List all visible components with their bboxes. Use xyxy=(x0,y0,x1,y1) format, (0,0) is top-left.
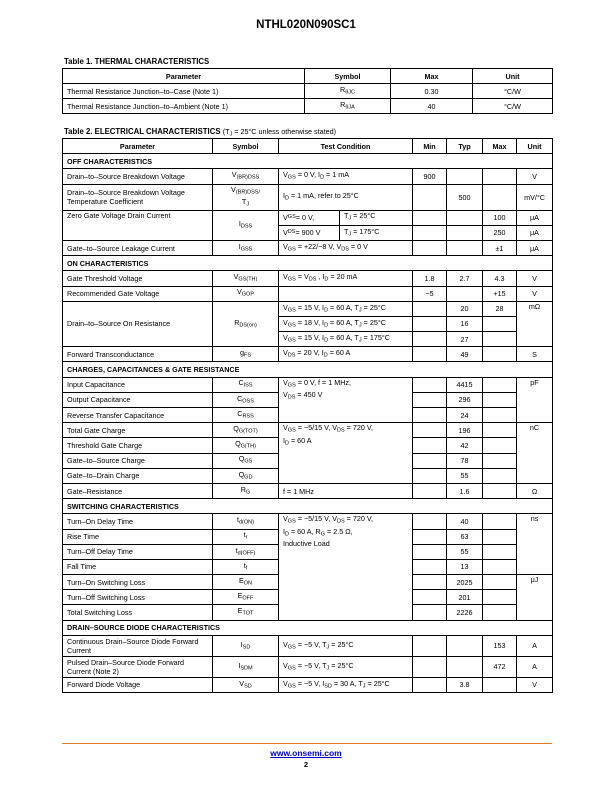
cell-max xyxy=(483,408,517,423)
cell-symbol: $t_r$ xyxy=(213,529,279,544)
section-row xyxy=(63,499,553,514)
cell-min xyxy=(413,514,447,529)
cell-min xyxy=(413,316,447,331)
cell-max xyxy=(483,423,517,438)
cell-min xyxy=(413,377,447,392)
cell-symbol: $C_{ISS}$ xyxy=(213,377,279,392)
cell-parameter: Total Switching Loss xyxy=(63,605,213,620)
cell-parameter: Gate–to–Source Charge xyxy=(63,453,213,468)
cell-unit: V xyxy=(517,677,553,692)
cell-typ: 78 xyxy=(447,453,483,468)
cell-min xyxy=(413,408,447,423)
cell-parameter: Threshold Gate Charge xyxy=(63,438,213,453)
page-number: 2 xyxy=(303,760,309,769)
cell-symbol: $V_{GS(TH)}$ xyxy=(213,271,279,286)
col-header: Typ xyxy=(447,139,483,154)
cell-min xyxy=(413,605,447,620)
table-row xyxy=(63,286,553,301)
cell-max xyxy=(483,453,517,468)
cell-unit: μA xyxy=(517,225,553,240)
cell-min: −5 xyxy=(413,286,447,301)
cell-parameter: Thermal Resistance Junction–to–Ambient (Note 1) xyxy=(63,99,305,114)
cell-parameter: Total Gate Charge xyxy=(63,423,213,438)
cell-typ xyxy=(447,240,483,255)
cell-symbol: $C_{RSS}$ xyxy=(213,408,279,423)
table-row xyxy=(63,184,553,210)
table-row xyxy=(63,423,553,438)
table-row xyxy=(63,301,553,316)
cell-symbol: $V_{SD}$ xyxy=(213,677,279,692)
section-title: OFF CHARACTERISTICS xyxy=(63,154,553,169)
cell-min xyxy=(413,453,447,468)
section-title: DRAIN–SOURCE DIODE CHARACTERISTICS xyxy=(63,620,553,635)
cell-condition: $V_{GS} = -5/15$ V, $V_{DS} = 720$ V, $I_D = 60$ A xyxy=(279,423,413,484)
cell-symbol: $t_{d(ON)}$ xyxy=(213,514,279,529)
cell-parameter: Gate–Resistance xyxy=(63,483,213,498)
cell-symbol: $g_{FS}$ xyxy=(213,347,279,362)
col-header: Max xyxy=(391,69,473,84)
cell-typ xyxy=(447,169,483,184)
table-row xyxy=(63,271,553,286)
cell-typ: 42 xyxy=(447,438,483,453)
cell-min xyxy=(413,575,447,590)
col-header: Unit xyxy=(473,69,553,84)
cell-symbol: $Q_{G(TH)}$ xyxy=(213,438,279,453)
col-header: Parameter xyxy=(63,139,213,154)
cell-typ: 500 xyxy=(447,184,483,210)
cell-typ: 2.7 xyxy=(447,271,483,286)
cell-max xyxy=(483,438,517,453)
cell-max: +15 xyxy=(483,286,517,301)
table-header-row xyxy=(63,69,553,84)
cell-max xyxy=(483,544,517,559)
cell-max: 100 xyxy=(483,210,517,225)
table-row xyxy=(63,99,553,114)
cell-condition: $V_{GS} = 0$ V, $I_D = 1$ mA xyxy=(279,169,413,184)
cell-typ: 1.6 xyxy=(447,483,483,498)
cell-max: 28 xyxy=(483,301,517,316)
cell-condition: $V_{GS} = 0$ V, f = 1 MHz, $V_{DS} = 450$ V xyxy=(279,377,413,423)
cell-parameter: Gate Threshold Voltage xyxy=(63,271,213,286)
cell-typ xyxy=(447,656,483,677)
cell-min xyxy=(413,468,447,483)
section-title: SWITCHING CHARACTERISTICS xyxy=(63,499,553,514)
cell-min xyxy=(413,332,447,347)
table-row xyxy=(63,656,553,677)
cell-unit: S xyxy=(517,347,553,362)
cell-parameter: Input Capacitance xyxy=(63,377,213,392)
cell-typ: 55 xyxy=(447,468,483,483)
cell-max: 0.30 xyxy=(391,84,473,99)
cell-typ: 196 xyxy=(447,423,483,438)
cell-parameter: Continuous Drain–Source Diode Forward Current xyxy=(63,635,213,656)
cell-typ xyxy=(447,286,483,301)
cell-typ xyxy=(447,225,483,240)
cell-unit: mΩ xyxy=(517,301,553,347)
cell-typ: 4415 xyxy=(447,377,483,392)
cell-max xyxy=(483,483,517,498)
cell-condition xyxy=(279,286,413,301)
cell-typ: 55 xyxy=(447,544,483,559)
cell-unit: μA xyxy=(517,210,553,225)
electrical-table xyxy=(62,138,553,693)
cell-max: 153 xyxy=(483,635,517,656)
table-row xyxy=(63,169,553,184)
section-title: CHARGES, CAPACITANCES & GATE RESISTANCE xyxy=(63,362,553,377)
cell-condition: $V_{DS} = 20$ V, $I_D = 60$ A xyxy=(279,347,413,362)
cell-min xyxy=(413,544,447,559)
cell-typ: 2226 xyxy=(447,605,483,620)
cell-parameter: Forward Transconductance xyxy=(63,347,213,362)
cell-typ: 2025 xyxy=(447,575,483,590)
cell-symbol: $V_{GOP}$ xyxy=(213,286,279,301)
cell-condition: $V_{GS} = -5$ V, $I_{SD} = 30$ A, $T_J = 25^\circ C$ xyxy=(279,677,413,692)
cell-parameter: Pulsed Drain–Source Diode Forward Current (Note 2) xyxy=(63,656,213,677)
cell-condition: V GS = 0 V, $T_J = 25^\circ C$ xyxy=(279,210,413,225)
cell-max: 4.3 xyxy=(483,271,517,286)
col-header: Symbol xyxy=(305,69,391,84)
cell-max xyxy=(483,332,517,347)
cell-max xyxy=(483,575,517,590)
footer-divider xyxy=(62,743,552,744)
cell-min xyxy=(413,559,447,574)
cell-min xyxy=(413,590,447,605)
cell-condition: f = 1 MHz xyxy=(279,483,413,498)
section-title: ON CHARACTERISTICS xyxy=(63,256,553,271)
cell-symbol: $Q_{GS}$ xyxy=(213,453,279,468)
cell-unit: mV/°C xyxy=(517,184,553,210)
cell-symbol: $I_{GSS}$ xyxy=(213,240,279,255)
cell-symbol: $C_{OSS}$ xyxy=(213,392,279,407)
section-row xyxy=(63,154,553,169)
cell-unit: V xyxy=(517,286,553,301)
table-row xyxy=(63,240,553,255)
cell-condition: $V_{GS} = 15$ V, $I_D = 60$ A, $T_J = 25^\circ C$ xyxy=(279,301,413,316)
table1-title: Table 1. THERMAL CHARACTERISTICS xyxy=(64,57,210,66)
cell-symbol: $Q_{G(TOT)}$ xyxy=(213,423,279,438)
cell-parameter: Turn–On Delay Time xyxy=(63,514,213,529)
cell-min: 900 xyxy=(413,169,447,184)
table-row xyxy=(63,635,553,656)
cell-parameter: Thermal Resistance Junction–to–Case (Note 1) xyxy=(63,84,305,99)
table-row xyxy=(63,210,553,225)
cell-min: 1.8 xyxy=(413,271,447,286)
cell-typ: 49 xyxy=(447,347,483,362)
footer-link[interactable]: www.onsemi.com xyxy=(270,748,342,758)
cell-typ: 40 xyxy=(447,514,483,529)
cell-symbol: $I_{DSS}$ xyxy=(213,210,279,240)
cell-min xyxy=(413,483,447,498)
cell-parameter: Turn–Off Delay Time xyxy=(63,544,213,559)
cell-typ: 63 xyxy=(447,529,483,544)
cell-condition: $V_{GS} = 15$ V, $I_D = 60$ A, $T_J = 175^\circ C$ xyxy=(279,332,413,347)
section-row xyxy=(63,256,553,271)
cell-symbol: $R_{\theta JA}$ xyxy=(305,99,391,114)
cell-parameter: Drain–to–Source Breakdown Voltage Temperature Coefficient xyxy=(63,184,213,210)
cell-condition: $I_D = 1$ mA, refer to 25°C xyxy=(279,184,413,210)
cell-max: 40 xyxy=(391,99,473,114)
table-header-row xyxy=(63,139,553,154)
thermal-table xyxy=(62,68,553,114)
cell-condition: $V_{GS} = -5$ V, $T_J = 25^\circ C$ xyxy=(279,635,413,656)
cell-max xyxy=(483,605,517,620)
col-header: Max xyxy=(483,139,517,154)
cell-min xyxy=(413,240,447,255)
col-header: Unit xyxy=(517,139,553,154)
cell-symbol: $R_G$ xyxy=(213,483,279,498)
cell-max: 472 xyxy=(483,656,517,677)
col-header: Test Condition xyxy=(279,139,413,154)
cell-typ xyxy=(447,635,483,656)
cell-typ: 13 xyxy=(447,559,483,574)
cell-condition: $V_{GS} = -5/15$ V, $V_{DS} = 720$ V, $I_D = 60$ A, $R_G = 2.5$ Ω, Inductive Load xyxy=(279,514,413,620)
cell-min xyxy=(413,392,447,407)
cell-symbol: $Q_{GD}$ xyxy=(213,468,279,483)
page-header: NTHL020N090SC1 xyxy=(256,19,356,31)
cell-unit: Ω xyxy=(517,483,553,498)
col-header: Symbol xyxy=(213,139,279,154)
cell-condition: $V_{GS} = -5$ V, $T_J = 25^\circ C$ xyxy=(279,656,413,677)
cell-min xyxy=(413,635,447,656)
cell-symbol: $E_{TOT}$ xyxy=(213,605,279,620)
section-row xyxy=(63,620,553,635)
cell-parameter: Drain–to–Source Breakdown Voltage xyxy=(63,169,213,184)
cell-unit: °C/W xyxy=(473,99,553,114)
col-header: Parameter xyxy=(63,69,305,84)
cell-parameter: Output Capacitance xyxy=(63,392,213,407)
cell-typ: 296 xyxy=(447,392,483,407)
table-row xyxy=(63,377,553,392)
cell-condition: $V_{GS} = +22/-8$ V, $V_{DS} = 0$ V xyxy=(279,240,413,255)
cell-max xyxy=(483,468,517,483)
cell-min xyxy=(413,438,447,453)
cell-unit: °C/W xyxy=(473,84,553,99)
table-row xyxy=(63,514,553,529)
cell-symbol: $t_{d(OFF)}$ xyxy=(213,544,279,559)
cell-symbol: $I_{SDM}$ xyxy=(213,656,279,677)
cell-max xyxy=(483,590,517,605)
cell-parameter: Drain–to–Source On Resistance xyxy=(63,301,213,347)
cell-max xyxy=(483,169,517,184)
col-header: Min xyxy=(413,139,447,154)
cell-symbol: $E_{OFF}$ xyxy=(213,590,279,605)
cell-typ: 27 xyxy=(447,332,483,347)
cell-unit: nC xyxy=(517,423,553,484)
cell-symbol: $E_{ON}$ xyxy=(213,575,279,590)
cell-condition: $V_{GS} = 18$ V, $I_D = 60$ A, $T_J = 25^\circ C$ xyxy=(279,316,413,331)
cell-symbol: $V_{(BR)DSS}$ xyxy=(213,169,279,184)
cell-min xyxy=(413,423,447,438)
table-row xyxy=(63,347,553,362)
cell-max xyxy=(483,529,517,544)
cell-typ: 16 xyxy=(447,316,483,331)
cell-unit: A xyxy=(517,635,553,656)
cell-parameter: Gate–to–Drain Charge xyxy=(63,468,213,483)
cell-parameter: Reverse Transfer Capacitance xyxy=(63,408,213,423)
cell-typ: 24 xyxy=(447,408,483,423)
cell-max xyxy=(483,514,517,529)
cell-symbol: $R_{DS(on)}$ xyxy=(213,301,279,347)
cell-parameter: Zero Gate Voltage Drain Current xyxy=(63,210,213,240)
cell-parameter: Turn–Off Switching Loss xyxy=(63,590,213,605)
cell-symbol: $R_{\theta JC}$ xyxy=(305,84,391,99)
cell-unit: μJ xyxy=(517,575,553,621)
cell-min xyxy=(413,656,447,677)
cell-unit: A xyxy=(517,656,553,677)
cell-condition: V DS = 900 V $T_J = 175^\circ C$ xyxy=(279,225,413,240)
cell-max: 250 xyxy=(483,225,517,240)
cell-min xyxy=(413,184,447,210)
cell-typ: 201 xyxy=(447,590,483,605)
cell-min xyxy=(413,301,447,316)
table-row xyxy=(63,483,553,498)
table-row xyxy=(63,677,553,692)
cell-max xyxy=(483,347,517,362)
cell-unit: pF xyxy=(517,377,553,423)
cell-unit: V xyxy=(517,271,553,286)
cell-max xyxy=(483,377,517,392)
cell-typ: 20 xyxy=(447,301,483,316)
cell-typ xyxy=(447,210,483,225)
cell-parameter: Rise Time xyxy=(63,529,213,544)
cell-parameter: Gate–to–Source Leakage Current xyxy=(63,240,213,255)
cell-parameter: Turn–On Switching Loss xyxy=(63,575,213,590)
cell-min xyxy=(413,210,447,225)
cell-unit: V xyxy=(517,169,553,184)
cell-min xyxy=(413,347,447,362)
cell-condition: $V_{GS} = V_{DS}$ , $I_D = 20$ mA xyxy=(279,271,413,286)
table2-title: Table 2. ELECTRICAL CHARACTERISTICS ($T_J = 25^\circ C$ unless otherwise stated) xyxy=(64,127,337,138)
table-row xyxy=(63,84,553,99)
cell-symbol: $t_f$ xyxy=(213,559,279,574)
cell-typ: 3.8 xyxy=(447,677,483,692)
cell-max xyxy=(483,184,517,210)
cell-max xyxy=(483,316,517,331)
cell-min xyxy=(413,529,447,544)
cell-symbol: $V_{(BR)DSS/}$ $T_J$ xyxy=(213,184,279,210)
section-row xyxy=(63,362,553,377)
cell-max xyxy=(483,677,517,692)
cell-parameter: Fall Time xyxy=(63,559,213,574)
cell-min xyxy=(413,225,447,240)
cell-max xyxy=(483,559,517,574)
cell-parameter: Recommended Gate Voltage xyxy=(63,286,213,301)
cell-max xyxy=(483,392,517,407)
cell-max: ±1 xyxy=(483,240,517,255)
cell-unit: μA xyxy=(517,240,553,255)
cell-min xyxy=(413,677,447,692)
cell-parameter: Forward Diode Voltage xyxy=(63,677,213,692)
cell-unit: ns xyxy=(517,514,553,575)
cell-symbol: $I_{SD}$ xyxy=(213,635,279,656)
